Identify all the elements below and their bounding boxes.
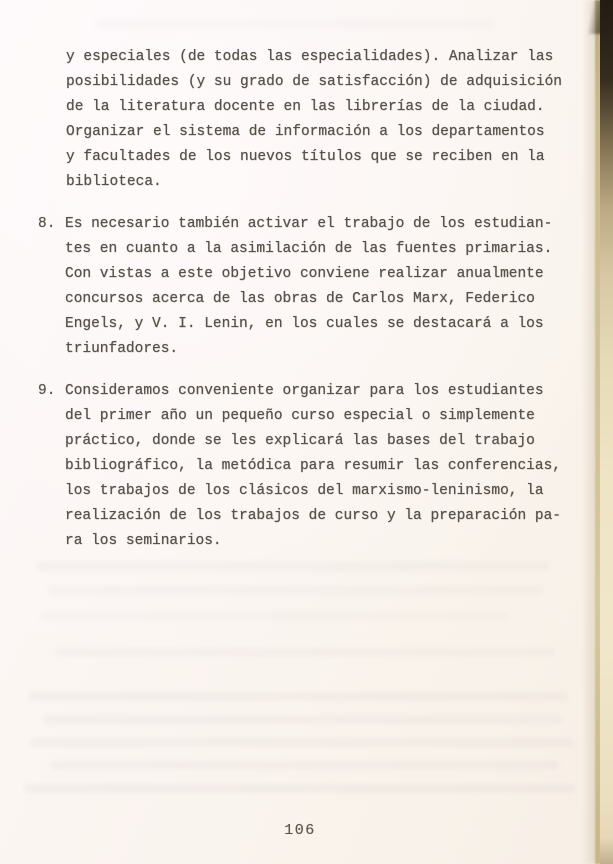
paragraph-line: triunfadores.	[65, 341, 179, 357]
numbered-item-9	[38, 379, 586, 554]
paragraph-line: los trabajos de los clásicos del marxismo-leninismo, la	[65, 483, 544, 499]
paragraph-line: concursos acerca de las obras de Carlos Marx, Federico	[65, 291, 535, 307]
paragraph-line: Consideramos conveniente organizar para los estudiantes	[65, 383, 544, 399]
item-text	[65, 379, 586, 554]
paragraph-line: ra los seminarios.	[65, 533, 222, 549]
paragraph-line: del primer año un pequeño curso especial o simplemente	[65, 408, 535, 424]
paragraph-line: tes en cuanto a la asimilación de las fuentes primarias.	[65, 241, 553, 257]
paragraph-line: Con vistas a este objetivo conviene realizar anualmente	[65, 266, 544, 282]
paragraph-line: posibilidades (y su grado de satisfacción) de adquisición	[66, 74, 562, 90]
paragraph-line: Engels, y V. I. Lenin, en los cuales se destacará a los	[65, 316, 544, 332]
paragraph-line: Es necesario también activar el trabajo de los estudian-	[65, 216, 553, 232]
scan-corner-shadow	[583, 0, 605, 34]
paragraph-line: de la literatura docente en las librerías de la ciudad.	[66, 99, 545, 115]
page-edge-soft-shadow	[582, 0, 596, 864]
paragraph-line: y especiales (de todas las especialidades). Analizar las	[66, 49, 554, 65]
paragraph-line: bibliográfico, la metódica para resumir las conferencias,	[65, 458, 561, 474]
paragraph-line: biblioteca.	[66, 174, 162, 190]
scan-bottom-shade	[600, 838, 613, 864]
scan-edge-dark-band	[600, 0, 613, 864]
item-text	[65, 212, 586, 362]
numbered-item-8	[38, 212, 586, 362]
item-number: 9.	[38, 383, 56, 399]
continuation-paragraph	[66, 45, 586, 195]
paragraph-line: Organizar el sistema de información a los departamentos	[66, 124, 545, 140]
paragraph-line: y facultades de los nuevos títulos que se reciben en la	[66, 149, 545, 165]
paragraph-line: práctico, donde se les explicará las bases del trabajo	[65, 433, 535, 449]
item-number: 8.	[38, 216, 56, 232]
page-number: 106	[284, 822, 316, 839]
paragraph-line: realización de los trabajos de curso y la preparación pa-	[65, 508, 561, 524]
